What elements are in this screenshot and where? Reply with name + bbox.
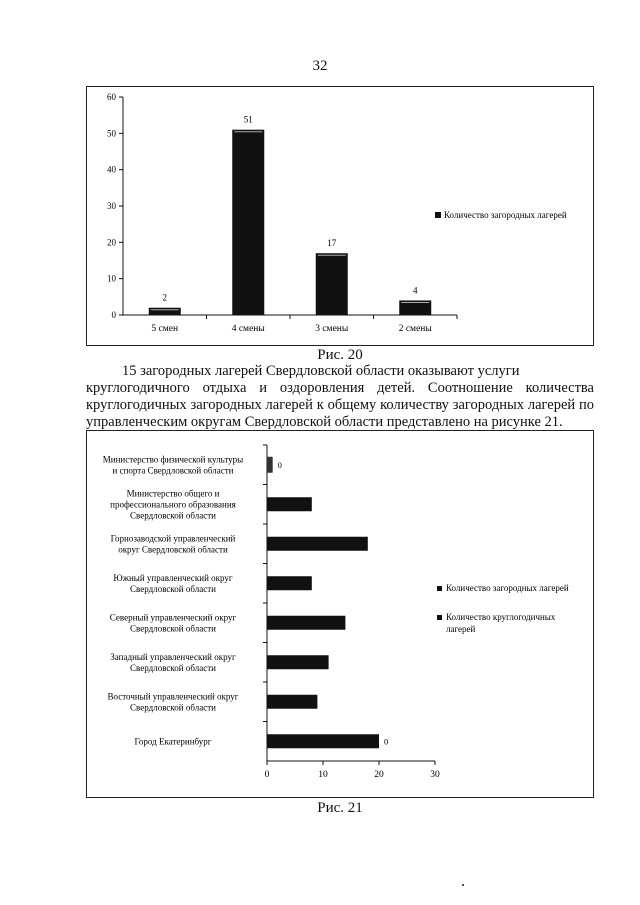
x-tick-label: 20: [374, 770, 384, 780]
y-tick-label: 10: [107, 273, 116, 284]
y-category-label: Свердловской области: [130, 510, 216, 521]
body-paragraph: [86, 363, 594, 431]
y-category-label: Горнозаводской управленческий: [110, 533, 236, 544]
y-category-label: Свердловской области: [130, 583, 216, 594]
legend-label: Количество загородных лагерей: [446, 583, 569, 593]
scan-speck: [462, 884, 464, 886]
bar-data-label: 2: [162, 292, 167, 303]
bar-total-camps: [267, 537, 368, 551]
y-category-label: Министерство общего и: [126, 488, 220, 499]
figure-20-caption: Рис. 20: [317, 347, 363, 363]
paragraph-line-1: 15 загородных лагерей Свердловской области оказывают услуги: [122, 363, 520, 379]
y-tick-label: 50: [107, 128, 116, 139]
bar-total-camps: [267, 655, 329, 669]
x-tick-label: 4 смены: [231, 324, 265, 334]
bar-total-camps: [267, 734, 379, 748]
bar: [232, 130, 264, 315]
bar-chart-camps-by-shifts-svg: [87, 87, 593, 345]
y-category-label: Свердловской области: [130, 662, 216, 673]
bar-data-label: 0: [277, 459, 282, 470]
bar: [149, 308, 181, 315]
figure-21-caption: Рис. 21: [317, 800, 363, 816]
bar-total-camps: [267, 616, 345, 630]
bar-total-camps: [267, 497, 312, 511]
y-tick-label: 60: [107, 92, 116, 102]
y-category-label: Западный управленческий округ: [110, 651, 236, 662]
legend-label: Количество круглогодичных: [446, 612, 556, 622]
x-tick-label: 30: [430, 770, 440, 780]
x-tick-label: 3 смены: [315, 324, 349, 334]
y-tick-label: 30: [107, 201, 116, 211]
y-category-label: Южный управленческий округ: [113, 572, 233, 583]
y-category-label: Министерство физической культуры: [102, 454, 244, 465]
bar-data-label: 51: [243, 114, 253, 125]
page-number: 32: [312, 58, 328, 74]
y-category-label: Свердловской области: [130, 623, 216, 634]
x-tick-label: 0: [264, 770, 270, 780]
bar-data-label: 17: [327, 238, 337, 249]
bar-data-label: 4: [413, 285, 418, 296]
x-tick-label: 2 смены: [398, 324, 432, 334]
legend-swatch: [435, 212, 441, 218]
legend-swatch: [437, 586, 442, 591]
y-category-label: Северный управленческий округ: [109, 612, 237, 623]
bar-data-label: 0: [384, 736, 389, 747]
bar: [316, 253, 348, 315]
bar-year-round-camps: [267, 457, 273, 473]
legend-swatch: [437, 615, 442, 620]
bar-chart-camps-by-shifts: [86, 86, 594, 346]
bar-total-camps: [267, 695, 317, 709]
legend-label: Количество загородных лагерей: [444, 210, 567, 220]
x-tick-label: 5 смен: [151, 324, 179, 334]
y-tick-label: 0: [111, 310, 116, 320]
x-tick-label: 10: [318, 770, 328, 780]
y-tick-label: 40: [107, 164, 116, 175]
paragraph-rest: круглогодичного отдыха и оздоровления детей. Соотношение количества круглогодичных загородных лагерей к общему количеству загородных лагерей по управленческим округам Свердловской области представлено на рисунке 21.: [86, 380, 594, 430]
y-category-label: и спорта Свердловской области: [112, 465, 234, 476]
bar-chart-camps-by-district: [86, 430, 594, 798]
y-category-label: Свердловской области: [130, 702, 216, 713]
y-tick-label: 20: [107, 237, 116, 248]
bar-total-camps: [267, 576, 312, 590]
y-category-label: профессионального образования: [110, 499, 236, 510]
y-category-label: Восточный управленческий округ: [107, 691, 239, 702]
bar-chart-camps-by-district-svg: [87, 431, 593, 797]
y-category-label: Город Екатеринбург: [134, 736, 212, 747]
y-category-label: округ Свердловской области: [118, 544, 228, 555]
legend-label: лагерей: [446, 624, 476, 634]
